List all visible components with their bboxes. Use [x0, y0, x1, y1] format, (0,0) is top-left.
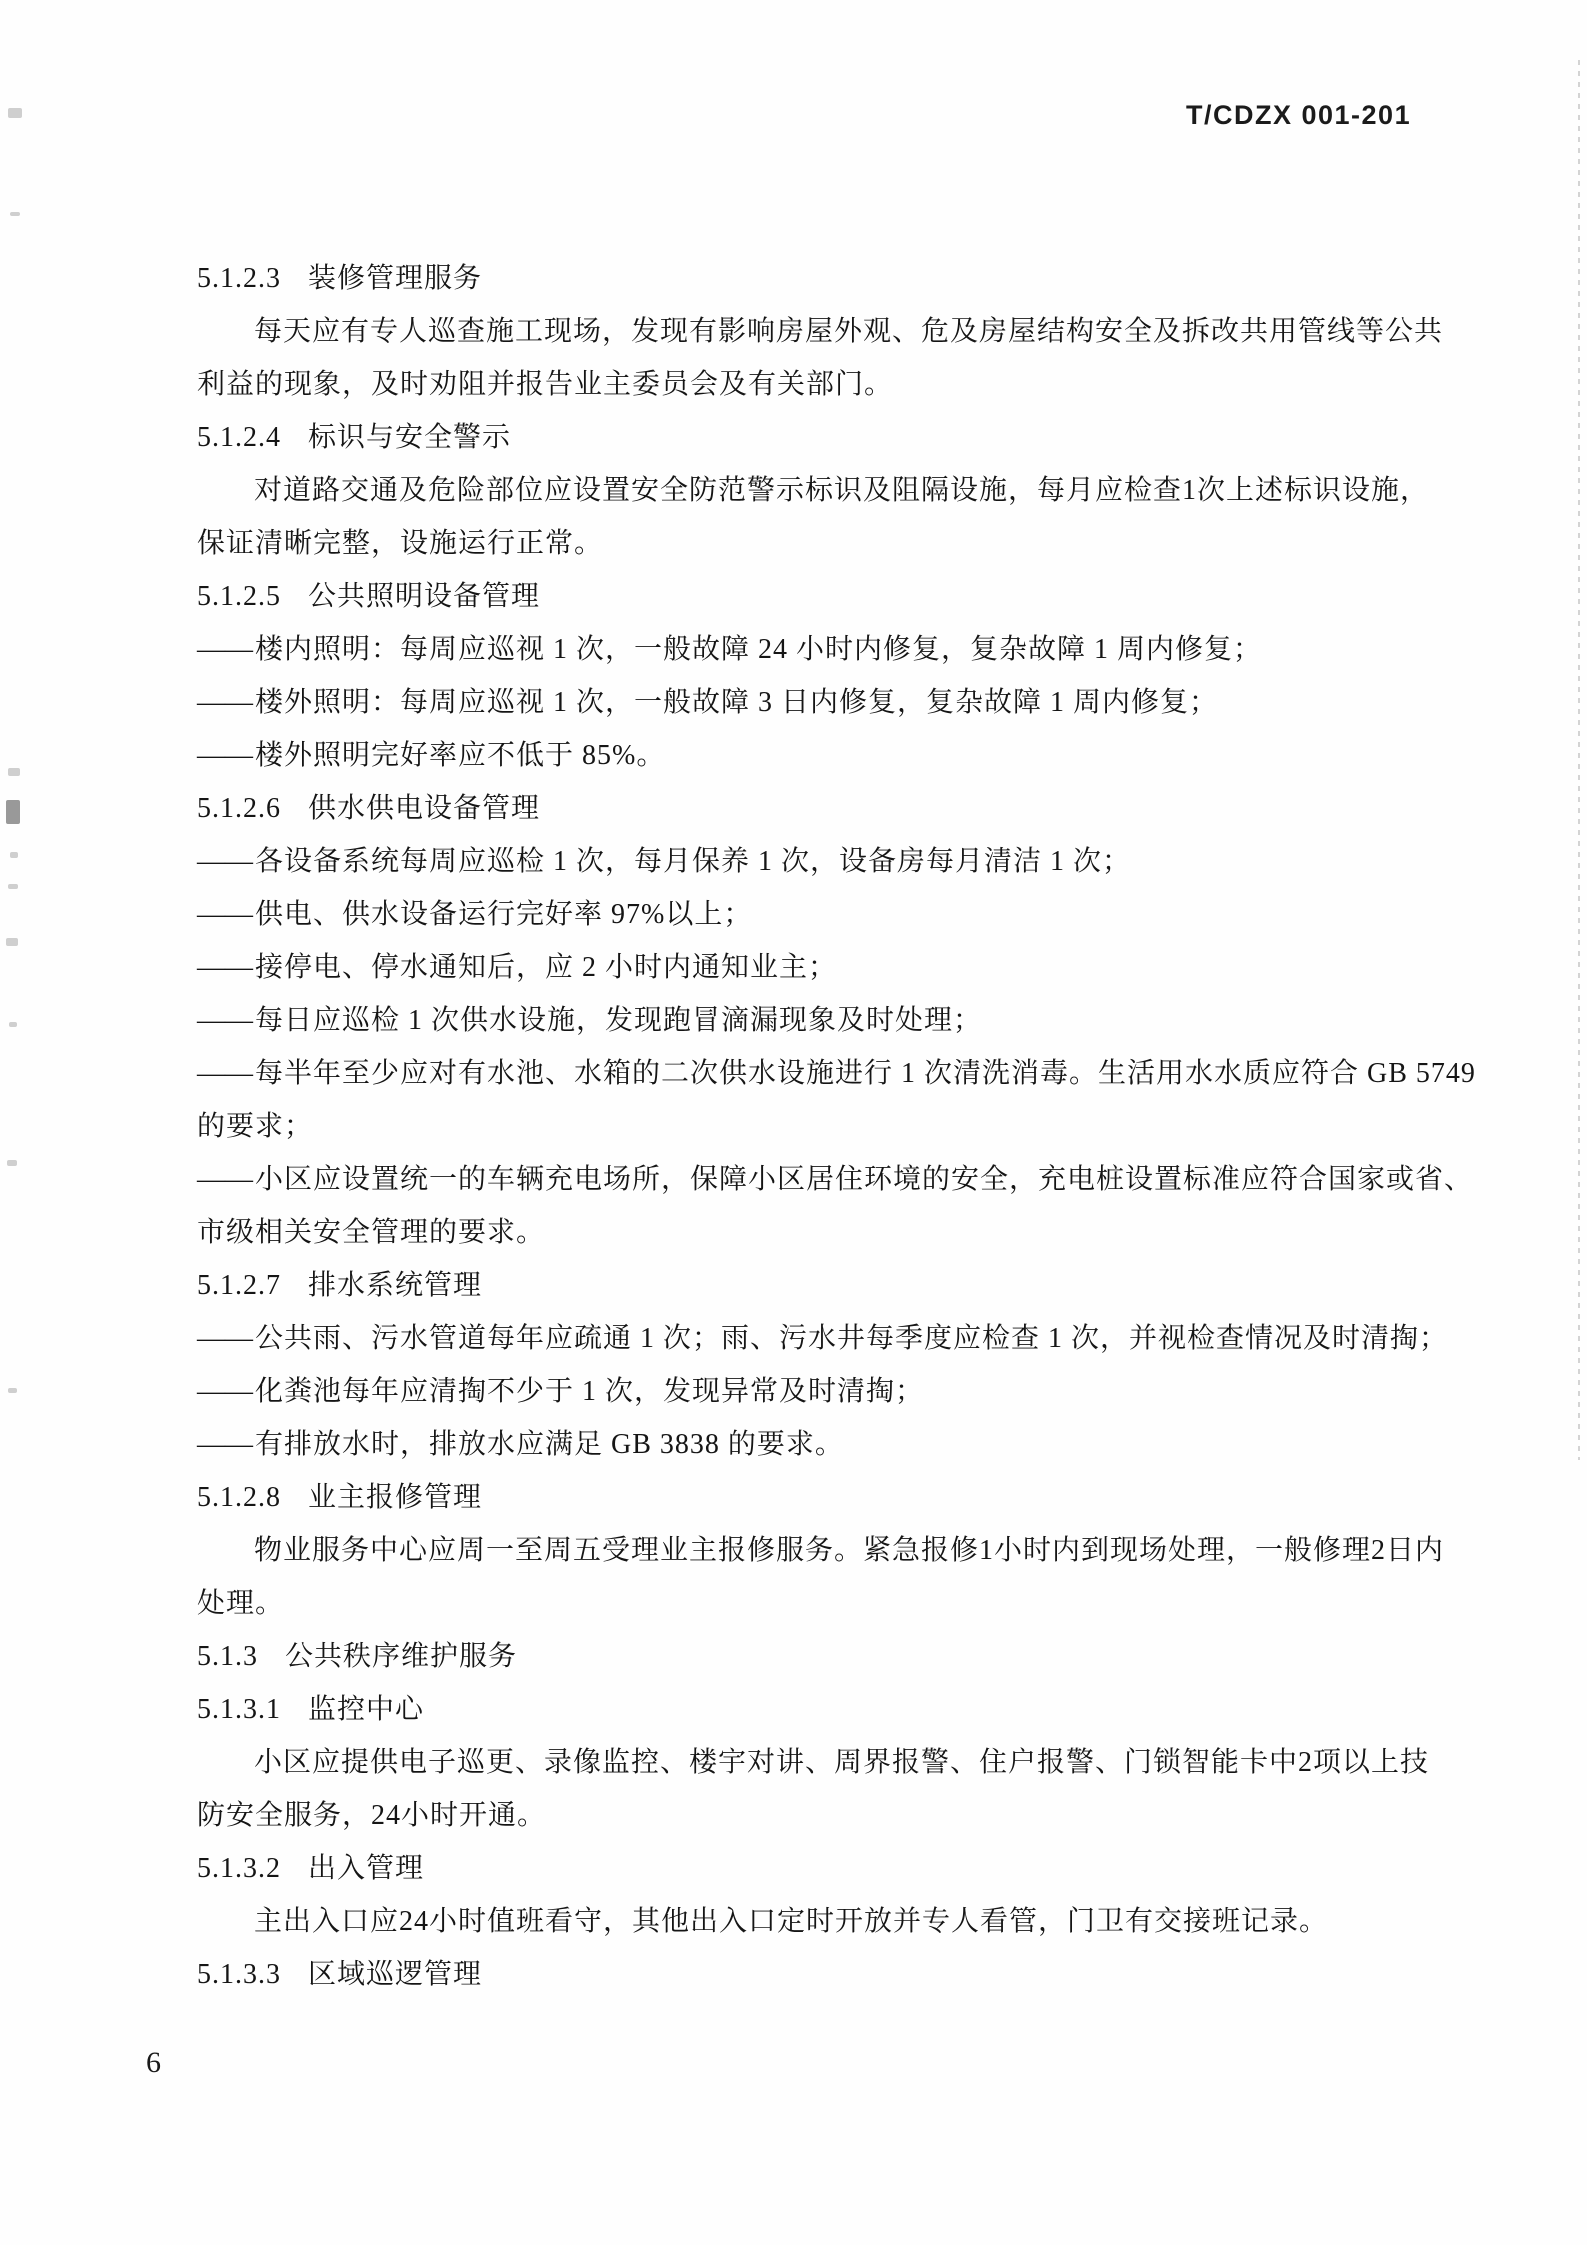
em-dash-bullet: —— — [197, 1164, 253, 1195]
section-heading — [197, 252, 1467, 305]
paragraph-line: 处理。 — [197, 1588, 285, 1619]
section-title: 公共秩序维护服务 — [285, 1641, 518, 1672]
paragraph-line: 的要求； — [197, 1111, 314, 1142]
document-code: T/CDZX 001-201 — [1186, 100, 1412, 130]
list-item-text: 接停电、停水通知后，应 2 小时内通知业主； — [255, 952, 838, 983]
em-dash-bullet: —— — [197, 899, 253, 930]
section-number: 5.1.2.3 — [197, 263, 281, 294]
em-dash-bullet: —— — [197, 1376, 253, 1407]
em-dash-bullet: —— — [197, 1005, 253, 1036]
scan-edge-dotted-line — [1578, 60, 1580, 1460]
paragraph-line: 每天应有专人巡查施工现场，发现有影响房屋外观、危及房屋结构安全及拆改共用管线等公共 — [254, 316, 1444, 347]
list-item-line — [197, 994, 1467, 1047]
list-item-line — [197, 729, 1467, 782]
paragraph-line: 市级相关安全管理的要求。 — [197, 1217, 546, 1248]
section-heading — [197, 570, 1467, 623]
scan-artifact — [6, 800, 20, 824]
scan-artifact — [8, 1388, 17, 1393]
section-title: 供水供电设备管理 — [308, 793, 541, 824]
scan-artifact — [8, 884, 18, 889]
scan-artifact — [8, 768, 20, 776]
section-number: 5.1.2.7 — [197, 1270, 281, 1301]
page-number: 6 — [146, 2046, 161, 2079]
list-item-text: 供电、供水设备运行完好率 97%以上； — [255, 899, 753, 930]
list-item-text: 各设备系统每周应巡检 1 次，每月保养 1 次，设备房每月清洁 1 次； — [255, 846, 1132, 877]
section-number: 5.1.3.1 — [197, 1694, 281, 1725]
list-item-line — [197, 1365, 1467, 1418]
section-number: 5.1.3.3 — [197, 1959, 281, 1990]
section-number: 5.1.2.8 — [197, 1482, 281, 1513]
list-item-line — [197, 1312, 1467, 1365]
section-title: 业主报修管理 — [308, 1482, 483, 1513]
scan-artifact — [10, 212, 20, 216]
section-heading — [197, 1471, 1467, 1524]
section-title: 区域巡逻管理 — [308, 1959, 483, 1990]
scan-artifact — [10, 852, 18, 858]
list-item-text: 化粪池每年应清掏不少于 1 次，发现异常及时清掏； — [255, 1376, 925, 1407]
section-number: 5.1.3.2 — [197, 1853, 281, 1884]
list-item-line — [197, 1047, 1476, 1100]
list-item-text: 楼外照明完好率应不低于 85%。 — [255, 740, 666, 771]
list-item-text: 楼内照明：每周应巡视 1 次，一般故障 24 小时内修复，复杂故障 1 周内修复； — [255, 634, 1263, 665]
scan-artifact — [9, 1022, 17, 1027]
list-item-line — [197, 676, 1467, 729]
em-dash-bullet: —— — [197, 687, 253, 718]
list-item-line — [197, 623, 1467, 676]
list-item-line — [197, 835, 1467, 888]
paragraph-line: 主出入口应24小时值班看守，其他出入口定时开放并专人看管，门卫有交接班记录。 — [254, 1906, 1329, 1937]
paragraph-line: 对道路交通及危险部位应设置安全防范警示标识及阻隔设施，每月应检查1次上述标识设施， — [254, 475, 1430, 506]
section-heading — [197, 1683, 1467, 1736]
section-title: 监控中心 — [308, 1694, 425, 1725]
section-heading — [197, 411, 1467, 464]
document-body — [197, 252, 1476, 2001]
section-title: 出入管理 — [308, 1853, 425, 1884]
paragraph-line: 小区应提供电子巡更、录像监控、楼宇对讲、周界报警、住户报警、门锁智能卡中2项以上技 — [254, 1747, 1430, 1778]
section-heading — [197, 1630, 1467, 1683]
list-item-line — [197, 1153, 1474, 1206]
section-heading — [197, 1259, 1467, 1312]
list-item-text: 有排放水时，排放水应满足 GB 3838 的要求。 — [255, 1429, 844, 1460]
section-number: 5.1.2.6 — [197, 793, 281, 824]
section-heading — [197, 1948, 1467, 2001]
em-dash-bullet: —— — [197, 1429, 253, 1460]
paragraph-line: 物业服务中心应周一至周五受理业主报修服务。紧急报修1小时内到现场处理，一般修理2日内 — [254, 1535, 1445, 1566]
section-title: 装修管理服务 — [308, 263, 483, 294]
list-item-line — [197, 941, 1467, 994]
list-item-text: 每日应巡检 1 次供水设施，发现跑冒滴漏现象及时处理； — [255, 1005, 983, 1036]
em-dash-bullet: —— — [197, 1323, 253, 1354]
section-heading — [197, 782, 1467, 835]
scan-artifact — [6, 938, 18, 946]
section-title: 排水系统管理 — [308, 1270, 483, 1301]
list-item-text: 公共雨、污水管道每年应疏通 1 次；雨、污水井每季度应检查 1 次，并视检查情况及时清掏； — [255, 1323, 1449, 1354]
em-dash-bullet: —— — [197, 740, 253, 771]
list-item-text: 每半年至少应对有水池、水箱的二次供水设施进行 1 次清洗消毒。生活用水水质应符合 GB 5749 — [255, 1058, 1476, 1089]
list-item-line — [197, 888, 1467, 941]
section-title: 标识与安全警示 — [308, 422, 512, 453]
em-dash-bullet: —— — [197, 952, 253, 983]
paragraph-line: 防安全服务，24小时开通。 — [197, 1800, 547, 1831]
list-item-text: 小区应设置统一的车辆充电场所，保障小区居住环境的安全，充电桩设置标准应符合国家或省、 — [255, 1164, 1474, 1195]
section-title: 公共照明设备管理 — [308, 581, 541, 612]
list-item-text: 楼外照明：每周应巡视 1 次，一般故障 3 日内修复，复杂故障 1 周内修复； — [255, 687, 1219, 718]
section-number: 5.1.2.5 — [197, 581, 281, 612]
scan-artifact — [7, 1160, 17, 1166]
em-dash-bullet: —— — [197, 846, 253, 877]
section-number: 5.1.3 — [197, 1641, 258, 1672]
em-dash-bullet: —— — [197, 1058, 253, 1089]
paragraph-line: 保证清晰完整，设施运行正常。 — [197, 528, 604, 559]
paragraph-line: 利益的现象，及时劝阻并报告业主委员会及有关部门。 — [197, 369, 894, 400]
section-heading — [197, 1842, 1467, 1895]
em-dash-bullet: —— — [197, 634, 253, 665]
section-number: 5.1.2.4 — [197, 422, 281, 453]
list-item-line — [197, 1418, 1467, 1471]
scan-artifact — [8, 108, 22, 118]
